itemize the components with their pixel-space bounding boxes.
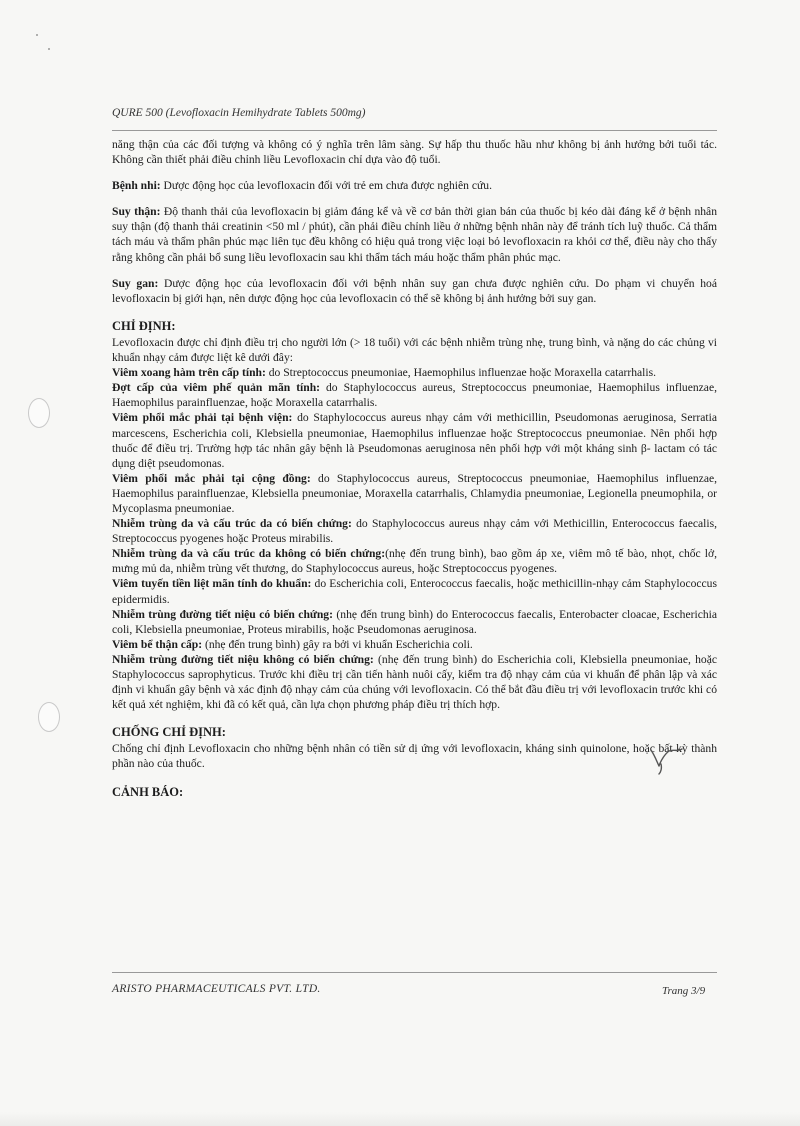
list-item	[112, 576, 717, 606]
header-divider	[112, 130, 717, 131]
punch-hole-icon	[28, 398, 50, 428]
footer-company: ARISTO PHARMACEUTICALS PVT. LTD.	[112, 983, 321, 995]
item-text: (nhẹ đến trung bình), bao gồm áp xe, viêm mô tế bào, nhọt, chốc lở, mưng mủ da, nhiễm trùng vết thương, do Staphylococcus aureus, hoặc Streptococcus pyogenes.	[112, 547, 717, 576]
list-item	[112, 516, 717, 546]
scan-edge-shadow	[0, 1112, 800, 1126]
item-text: (nhẹ đến trung bình) gây ra bởi vi khuẩn Escherichia coli.	[202, 637, 473, 651]
handwritten-initial-icon	[647, 746, 687, 776]
item-label: Viêm tuyến tiền liệt mãn tính do khuẩn:	[112, 577, 312, 591]
item-label: Viêm phổi mắc phải tại cộng đồng:	[112, 471, 311, 485]
item-text: (nhẹ đến trung bình) do Enterococcus faecalis, Enterobacter cloacae, Escherichia coli, Klebsiella pneumoniae, Proteus mirabilis, hoặc Pseudomonas aeruginosa.	[112, 607, 718, 636]
suy-gan-paragraph	[112, 276, 717, 306]
item-label: Nhiễm trùng da và cấu trúc da có biến chứng:	[112, 517, 352, 531]
item-text: do Staphylococcus aureus, Streptococcus pneumoniae, Haemophilus influenzae, Haemophilus parainfluenzae, Klebsiella pneumoniae, Moraxella catarrhalis, Chlamydia pneumoniae, Legionella pneumophila, or Mycoplasma pneumoniae.	[112, 471, 718, 515]
item-label: Nhiễm trùng đường tiết niệu không có biến chứng:	[112, 652, 374, 666]
item-label: Viêm phổi mắc phải tại bệnh viện:	[112, 411, 293, 425]
chi-dinh-heading: CHỈ ĐỊNH:	[112, 318, 176, 333]
list-item	[112, 365, 717, 380]
suy-than-label: Suy thận:	[112, 205, 161, 219]
chong-chi-dinh-text: Chống chỉ định Levofloxacin cho những bệnh nhân có tiền sử dị ứng với levofloxacin, kháng sinh quinolone, hoặc bất kỳ thành phần nào của thuốc.	[112, 742, 717, 771]
benh-nhi-text: Dược động học của levofloxacin đối với trẻ em chưa được nghiên cứu.	[160, 179, 492, 193]
list-item	[112, 410, 717, 470]
suy-gan-label: Suy gan:	[112, 276, 159, 290]
item-text: do Staphylococcus aureus nhạy cảm với Methicillin, Enterococcus faecalis, Streptococcus pyogenes hoặc Proteus mirabilis.	[112, 517, 717, 546]
punch-hole-icon	[38, 702, 60, 732]
list-item	[112, 471, 717, 516]
suy-gan-text: Dược động học của levofloxacin đối với bệnh nhân suy gan chưa được nghiên cứu. Do phạm vi chuyển hoá levofloxacin bị giới hạn, nên dược động học của levofloxacin có thể sẽ không bị ảnh hưởng bởi suy gan.	[112, 276, 717, 305]
suy-than-text: Độ thanh thải của levofloxacin bị giảm đáng kể và về cơ bản thời gian bán của thuốc bị kéo dài đáng kể ở bệnh nhân suy thận (độ thanh thải creatinin <50 ml / phút), cần phải điều chỉnh liều ở những bệnh nhân này để tránh tích luỹ thuốc. Cả thẩm tách máu và thẩm phân phúc mạc liên tục đều không có hiệu quả trong việc loại bỏ levofloxacin ra khỏi cơ thể, điều này cho thấy rằng không cần phải bổ sung liều levofloxacin sau khi thẩm tách máu hoặc thẩm phân phúc mạc.	[112, 205, 717, 264]
page-number: Trang 3/9	[662, 985, 706, 997]
intro-paragraph: năng thận của các đối tượng và không có ý nghĩa trên lâm sàng. Sự hấp thu thuốc hầu như không bị ảnh hưởng bởi tuổi tác. Không cần thiết phải điều chỉnh liều Levofloxacin chỉ dựa vào độ tuổi.	[112, 138, 717, 167]
canh-bao-heading: CẢNH BÁO:	[112, 784, 184, 799]
item-text: (nhẹ đến trung bình) do Escherichia coli, Klebsiella pneumoniae, hoặc Staphylococcus saprophyticus. Trước khi điều trị cần tiến hành nuôi cấy, kiểm tra độ nhạy cảm của vi khuẩn để phân lập và xác định vi khuẩn gây bệnh và xác định độ nhạy cảm của chúng với levofloxacin. Có thể bắt đầu điều trị với levofloxacin trước khi có kết quả xét nghiệm, khi đã có kết quả, cần lựa chọn phương pháp điều trị thích hợp.	[112, 652, 718, 712]
chong-chi-dinh-heading: CHỐNG CHỈ ĐỊNH:	[112, 725, 226, 740]
document-body	[112, 137, 717, 801]
item-label: Nhiễm trùng da và cấu trúc da không có biến chứng:	[112, 547, 386, 561]
list-item	[112, 607, 717, 637]
suy-than-paragraph	[112, 204, 717, 264]
benh-nhi-label: Bệnh nhi:	[112, 179, 161, 193]
list-item	[112, 652, 717, 712]
list-item	[112, 637, 717, 652]
scan-speck	[48, 48, 50, 50]
chi-dinh-intro: Levofloxacin được chỉ định điều trị cho người lớn (> 18 tuổi) với các bệnh nhiễm trùng nhẹ, trung bình, và nặng do các chủng vi khuẩn nhạy cảm được liệt kê dưới đây:	[112, 335, 717, 365]
item-text: do Streptococcus pneumoniae, Haemophilus influenzae hoặc Moraxella catarrhalis.	[265, 366, 657, 380]
item-label: Viêm xoang hàm trên cấp tính:	[112, 366, 266, 380]
list-item	[112, 546, 717, 576]
item-text: do Staphylococcus aureus, Streptococcus pneumoniae, Haemophilus influenzae, Haemophilus parainfluenzae, hoặc Moraxella catarrhalis.	[112, 381, 717, 410]
list-item	[112, 380, 717, 410]
item-text: do Escherichia coli, Enterococcus faecalis, hoặc methicillin-nhạy cảm Staphylococcus epidermidis.	[112, 577, 717, 606]
item-label: Viêm bể thận cấp:	[112, 637, 203, 651]
footer-divider	[112, 972, 717, 973]
benh-nhi-paragraph	[112, 178, 717, 193]
item-label: Nhiễm trùng đường tiết niệu có biến chứng:	[112, 607, 333, 621]
item-label: Đợt cấp của viêm phế quản mãn tính:	[112, 381, 321, 395]
page-header: QURE 500 (Levofloxacin Hemihydrate Tablets 500mg)	[112, 107, 366, 119]
item-text: do Staphylococcus aureus nhạy cảm với methicillin, Pseudomonas aeruginosa, Serratia marcescens, Escherichia coli, Klebsiella pneumoniae, Haemophilus influenzae hoặc Streptococcus pneumoniae. Nên phối hợp thuốc để điều trị. Trường hợp tác nhân gây bệnh là Pseudomonas aeruginosa nên phối hợp với một kháng sinh β- lactam có tác dụng diệt pseudomonas.	[112, 411, 717, 470]
scan-speck	[36, 34, 38, 36]
